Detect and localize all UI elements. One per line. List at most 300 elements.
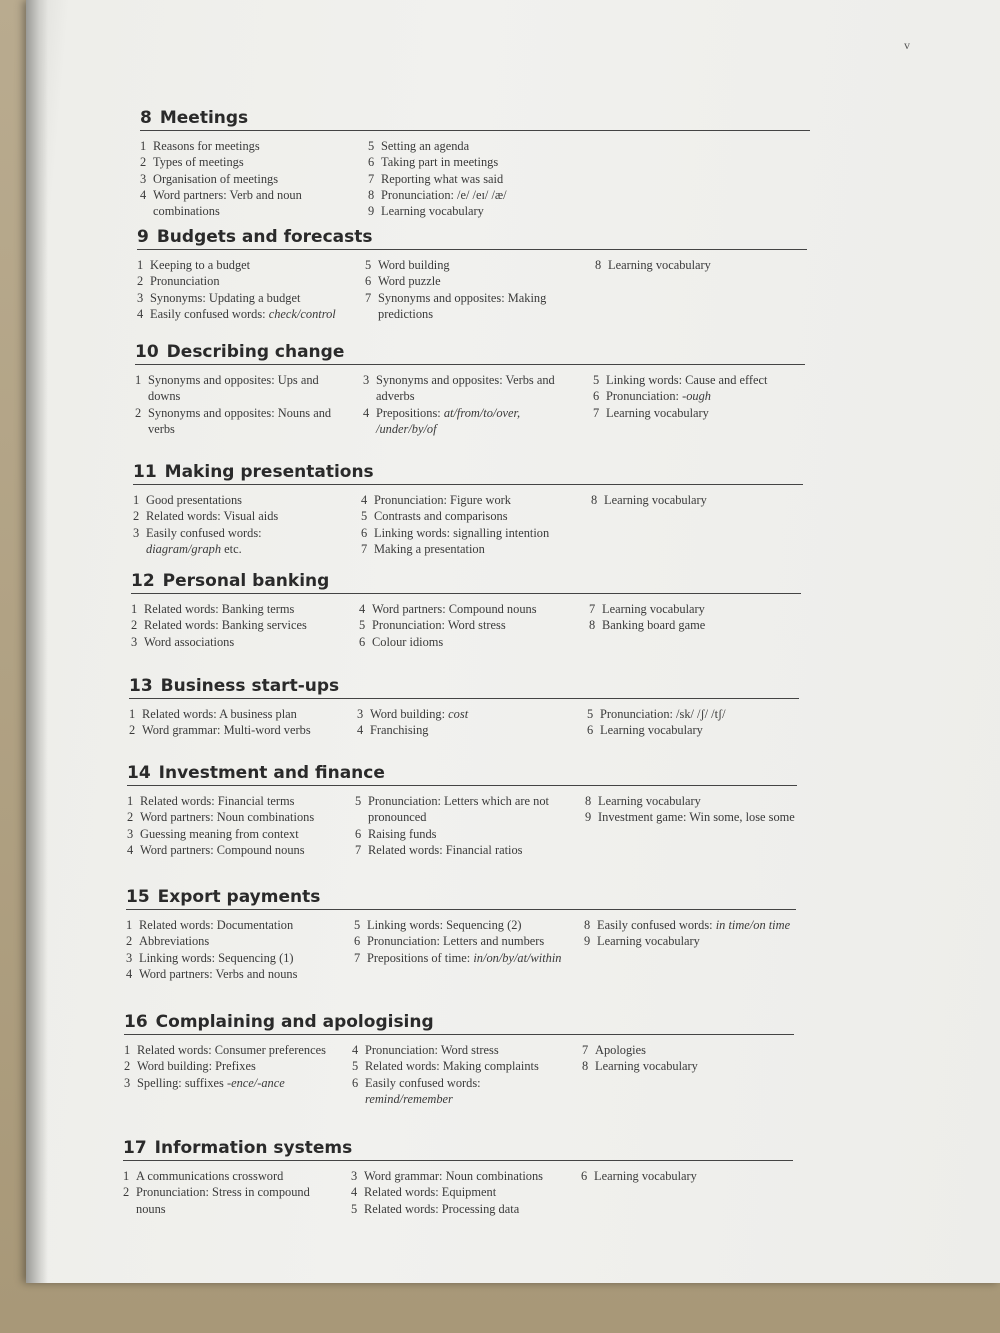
item-number: 8 xyxy=(585,794,592,808)
item-number: 3 xyxy=(127,826,134,841)
section-number: 13 xyxy=(129,676,153,696)
item-column xyxy=(589,601,819,634)
list-item xyxy=(351,1184,566,1200)
list-item xyxy=(354,950,569,966)
list-item xyxy=(587,706,817,722)
section-heading xyxy=(133,462,803,485)
item-label: Colour idioms xyxy=(372,634,444,649)
list-item xyxy=(137,257,342,273)
list-item xyxy=(131,634,336,650)
section-heading xyxy=(140,108,810,131)
section-13 xyxy=(129,676,799,752)
item-column xyxy=(593,372,823,421)
item-text xyxy=(381,171,583,187)
item-number: 2 xyxy=(129,723,136,738)
item-label: Related words: Consumer preferences xyxy=(137,1043,326,1057)
page-number: v xyxy=(904,38,910,52)
item-label: Related words: A business plan xyxy=(142,707,297,721)
list-item xyxy=(368,171,583,187)
section-title: Personal banking xyxy=(162,571,330,591)
item-label: Learning vocabulary xyxy=(606,405,709,420)
list-item xyxy=(361,541,576,557)
section-title: Complaining and apologising xyxy=(155,1012,434,1032)
item-text xyxy=(368,842,570,858)
list-item xyxy=(593,372,823,388)
item-text xyxy=(140,842,332,858)
list-item xyxy=(127,842,332,858)
item-text xyxy=(374,541,576,557)
item-label: Pronunciation: Stress in compound nouns xyxy=(136,1185,310,1216)
item-column xyxy=(591,492,821,508)
list-item xyxy=(359,634,574,650)
section-heading xyxy=(131,571,801,594)
section-title: Budgets and forecasts xyxy=(156,227,373,247)
section-title: Business start-ups xyxy=(160,676,340,696)
item-text xyxy=(153,154,345,170)
item-number: 5 xyxy=(352,1059,359,1074)
list-item xyxy=(137,273,342,289)
list-item xyxy=(587,722,817,738)
item-label: Related words: Making complaints xyxy=(365,1059,539,1074)
item-number: 6 xyxy=(365,274,372,289)
item-label: Organisation of meetings xyxy=(153,171,279,186)
item-label: Raising funds xyxy=(368,826,437,841)
item-text xyxy=(381,187,583,203)
list-item xyxy=(365,257,580,273)
item-label: Making a presentation xyxy=(374,541,485,556)
item-number: 4 xyxy=(361,493,368,507)
list-item xyxy=(140,138,345,154)
item-text xyxy=(365,1075,567,1108)
item-number: 3 xyxy=(137,290,144,305)
item-number: 5 xyxy=(359,618,366,633)
item-text xyxy=(144,634,336,650)
list-item xyxy=(593,405,823,421)
list-item xyxy=(135,405,340,438)
item-column xyxy=(137,257,342,322)
item-label: Good presentations xyxy=(146,493,243,507)
list-item xyxy=(140,187,345,220)
item-label: Learning vocabulary xyxy=(604,493,707,507)
item-number: 8 xyxy=(582,1059,589,1074)
item-italic-term: in time/on time xyxy=(715,918,791,932)
item-text xyxy=(376,372,578,405)
item-text xyxy=(600,706,817,722)
list-item xyxy=(359,617,574,633)
section-heading xyxy=(137,227,807,250)
item-number: 9 xyxy=(584,934,591,949)
item-text xyxy=(376,405,578,438)
item-label: Setting an agenda xyxy=(381,139,470,153)
item-number: 1 xyxy=(123,1169,130,1183)
item-label: Word partners: Compound nouns xyxy=(372,602,537,616)
list-item xyxy=(124,1042,329,1058)
item-label: Learning vocabulary xyxy=(608,258,711,272)
section-title: Investment and finance xyxy=(158,763,385,783)
item-number: 8 xyxy=(595,258,602,272)
list-item xyxy=(131,617,336,633)
item-number: 2 xyxy=(140,155,147,170)
list-item xyxy=(137,306,342,322)
item-text xyxy=(146,508,338,524)
item-text xyxy=(598,809,815,825)
section-title: Making presentations xyxy=(164,462,374,482)
item-number: 3 xyxy=(131,634,138,649)
item-text xyxy=(146,525,338,558)
item-label: Pronunciation: /sk/ /ʃ/ /tʃ/ xyxy=(600,707,726,721)
item-number: 3 xyxy=(140,171,147,186)
item-text xyxy=(381,203,583,219)
item-label: Synonyms: Updating a budget xyxy=(150,290,301,305)
item-column xyxy=(352,1042,567,1107)
item-number: 2 xyxy=(124,1059,131,1074)
item-text xyxy=(374,492,576,508)
list-item xyxy=(352,1042,567,1058)
item-number: 1 xyxy=(124,1043,131,1057)
item-number: 5 xyxy=(354,918,361,932)
item-text xyxy=(598,793,815,809)
item-label: Pronunciation: Word stress xyxy=(365,1043,499,1057)
item-label: Reporting what was said xyxy=(381,171,504,186)
section-number: 14 xyxy=(127,763,151,783)
item-column xyxy=(123,1168,328,1217)
item-number: 8 xyxy=(584,918,591,932)
section-number: 8 xyxy=(140,108,152,128)
item-label: Banking board game xyxy=(602,618,706,633)
item-number: 1 xyxy=(135,373,142,387)
item-text xyxy=(139,917,331,933)
item-column xyxy=(361,492,576,557)
list-item xyxy=(368,187,583,203)
item-label: Pronunciation xyxy=(150,274,220,289)
section-heading xyxy=(127,763,797,786)
item-text xyxy=(367,950,569,966)
item-text xyxy=(372,617,574,633)
item-number: 5 xyxy=(365,258,372,272)
item-number: 3 xyxy=(126,950,133,965)
list-item xyxy=(582,1058,812,1074)
section-16 xyxy=(124,1012,794,1124)
item-italic-term: diagram/graph xyxy=(146,541,222,556)
list-item xyxy=(129,722,334,738)
item-text xyxy=(144,617,336,633)
item-text xyxy=(597,933,814,949)
section-11 xyxy=(133,462,803,562)
item-label: Prepositions of time: xyxy=(367,950,474,965)
item-column xyxy=(359,601,574,650)
item-column xyxy=(129,706,334,739)
item-number: 1 xyxy=(129,707,136,721)
item-number: 1 xyxy=(137,258,144,272)
item-label: Pronunciation: /e/ /eɪ/ /æ/ xyxy=(381,187,507,202)
item-text xyxy=(140,826,332,842)
item-italic-term: at/from/to/over, /under/by/of xyxy=(376,405,521,436)
item-number: 6 xyxy=(359,634,366,649)
section-title: Meetings xyxy=(159,108,249,128)
list-item xyxy=(357,706,572,722)
item-number: 7 xyxy=(593,405,600,420)
item-text xyxy=(137,1058,329,1074)
item-label: Synonyms and opposites: Nouns and verbs xyxy=(148,405,332,436)
list-item xyxy=(131,601,336,617)
list-item xyxy=(357,722,572,738)
item-number: 6 xyxy=(354,934,361,949)
item-number: 1 xyxy=(140,139,147,153)
list-item xyxy=(365,290,580,323)
item-text xyxy=(595,1042,812,1058)
item-italic-term: in/on/by/at/within xyxy=(473,950,562,965)
item-label: Prepositions: xyxy=(376,405,444,420)
item-text xyxy=(148,372,340,405)
item-label: Synonyms and opposites: Verbs and adverbs xyxy=(376,373,555,404)
item-number: 3 xyxy=(363,373,370,387)
item-label: Word partners: Verb and noun combinations xyxy=(153,187,302,219)
item-number: 5 xyxy=(593,373,600,387)
item-number: 2 xyxy=(135,405,142,420)
item-text xyxy=(140,809,332,825)
item-column xyxy=(582,1042,812,1075)
section-number: 11 xyxy=(133,462,157,482)
section-number: 17 xyxy=(123,1138,147,1158)
list-item xyxy=(361,492,576,508)
item-column xyxy=(126,917,331,982)
item-text xyxy=(602,601,819,617)
item-label: Pronunciation: xyxy=(606,389,683,404)
item-text xyxy=(367,933,569,949)
list-item xyxy=(593,388,823,404)
item-number: 6 xyxy=(368,155,375,170)
item-label: Guessing meaning from context xyxy=(140,826,299,841)
item-text xyxy=(365,1042,567,1058)
item-label: Learning vocabulary xyxy=(597,934,700,949)
item-label: Easily confused words: xyxy=(146,525,262,540)
item-label: Learning vocabulary xyxy=(602,602,705,616)
item-label: Linking words: Sequencing (2) xyxy=(367,918,522,932)
list-item xyxy=(361,508,576,524)
list-item xyxy=(368,154,583,170)
item-italic-term: check/control xyxy=(268,306,336,321)
item-column xyxy=(357,706,572,739)
item-label: Word puzzle xyxy=(378,274,441,289)
item-column xyxy=(584,917,814,950)
item-label: Related words: Processing data xyxy=(364,1201,520,1216)
section-items xyxy=(131,601,801,661)
section-items xyxy=(133,492,803,562)
item-label: Synonyms and opposites: Making predictions xyxy=(378,290,547,321)
item-italic-term: -ence/-ance xyxy=(226,1075,285,1090)
item-label: Word grammar: Noun combinations xyxy=(364,1169,543,1183)
item-text xyxy=(146,492,338,508)
list-item xyxy=(363,405,578,438)
item-text xyxy=(378,290,580,323)
item-number: 3 xyxy=(357,707,364,721)
item-label: Related words: Banking services xyxy=(144,618,307,633)
item-text xyxy=(368,793,570,826)
list-item xyxy=(354,917,569,933)
list-item xyxy=(589,601,819,617)
list-item xyxy=(127,826,332,842)
item-number: 5 xyxy=(361,509,368,524)
item-label: A communications crossword xyxy=(136,1169,284,1183)
list-item xyxy=(126,933,331,949)
item-text xyxy=(364,1201,566,1217)
item-label: Pronunciation: Word stress xyxy=(372,618,506,633)
item-text xyxy=(153,171,345,187)
section-items xyxy=(127,793,797,873)
item-number: 3 xyxy=(351,1169,358,1183)
item-label: Word grammar: Multi-word verbs xyxy=(142,723,311,738)
item-number: 4 xyxy=(351,1185,358,1200)
section-10 xyxy=(135,342,805,452)
list-item xyxy=(123,1184,328,1217)
item-number: 5 xyxy=(351,1201,358,1216)
item-number: 4 xyxy=(363,405,370,420)
item-number: 6 xyxy=(352,1075,359,1090)
item-text xyxy=(136,1168,328,1184)
section-heading xyxy=(123,1138,793,1161)
section-items xyxy=(123,1168,793,1228)
item-text xyxy=(597,917,814,933)
item-text xyxy=(374,508,576,524)
list-item xyxy=(363,372,578,405)
item-column xyxy=(131,601,336,650)
list-item xyxy=(359,601,574,617)
item-text xyxy=(144,601,336,617)
item-number: 1 xyxy=(133,493,140,507)
item-label: Related words: Equipment xyxy=(364,1185,497,1200)
item-text xyxy=(368,826,570,842)
list-item xyxy=(368,203,583,219)
item-column xyxy=(365,257,580,322)
item-label: Types of meetings xyxy=(153,155,244,170)
section-items xyxy=(135,372,805,452)
section-items xyxy=(129,706,799,752)
section-12 xyxy=(131,571,801,661)
list-item xyxy=(124,1075,329,1091)
item-label: Apologies xyxy=(595,1043,646,1057)
item-text xyxy=(602,617,819,633)
item-italic-term: -ough xyxy=(682,389,711,404)
item-text xyxy=(367,917,569,933)
item-label: Learning vocabulary xyxy=(381,204,484,219)
item-text xyxy=(370,722,572,738)
item-label: Word building: xyxy=(370,707,449,721)
item-column xyxy=(355,793,570,858)
item-label: Easily confused words: xyxy=(597,918,716,932)
list-item xyxy=(352,1075,567,1108)
list-item xyxy=(595,257,825,273)
item-text xyxy=(364,1168,566,1184)
item-text xyxy=(148,405,340,438)
item-label: Word partners: Noun combinations xyxy=(140,810,315,825)
item-number: 6 xyxy=(355,826,362,841)
item-number: 5 xyxy=(355,794,362,808)
item-text xyxy=(600,722,817,738)
item-text xyxy=(374,525,576,541)
list-item xyxy=(127,793,332,809)
item-label: Franchising xyxy=(370,723,429,738)
list-item xyxy=(123,1168,328,1184)
item-text xyxy=(153,138,345,154)
item-label: Linking words: signalling intention xyxy=(374,525,550,540)
item-column xyxy=(368,138,583,219)
item-number: 2 xyxy=(133,509,140,524)
item-column xyxy=(127,793,332,858)
item-number: 1 xyxy=(127,794,134,808)
section-heading xyxy=(126,887,796,910)
item-label: Related words: Banking terms xyxy=(144,602,295,616)
item-number: 4 xyxy=(127,842,134,857)
item-text xyxy=(365,1058,567,1074)
list-item xyxy=(140,154,345,170)
list-item xyxy=(581,1168,811,1184)
item-label: Word partners: Compound nouns xyxy=(140,842,305,857)
section-number: 10 xyxy=(135,342,159,362)
item-column xyxy=(585,793,815,826)
list-item xyxy=(584,917,814,933)
list-item xyxy=(126,966,331,982)
item-label: Easily confused words: xyxy=(365,1075,481,1090)
item-text xyxy=(364,1184,566,1200)
section-number: 9 xyxy=(137,227,149,247)
item-text xyxy=(378,257,580,273)
item-label: Learning vocabulary xyxy=(595,1059,698,1074)
item-number: 4 xyxy=(140,187,147,202)
section-items xyxy=(124,1042,794,1124)
item-column xyxy=(581,1168,811,1184)
item-text xyxy=(370,706,572,722)
item-label: Reasons for meetings xyxy=(153,139,260,153)
item-number: 5 xyxy=(587,707,594,721)
item-number: 2 xyxy=(127,810,134,825)
item-text xyxy=(608,257,825,273)
list-item xyxy=(133,492,338,508)
item-text xyxy=(604,492,821,508)
item-text xyxy=(139,933,331,949)
item-label: Spelling: suffixes xyxy=(137,1075,227,1090)
item-text xyxy=(606,372,823,388)
list-item xyxy=(127,809,332,825)
section-title: Export payments xyxy=(157,887,321,907)
item-text xyxy=(606,388,823,404)
list-item xyxy=(129,706,334,722)
section-heading xyxy=(135,342,805,365)
list-item xyxy=(137,290,342,306)
item-label: Pronunciation: Letters which are not pronounced xyxy=(368,794,549,825)
item-column xyxy=(140,138,345,219)
item-label: Word partners: Verbs and nouns xyxy=(139,966,298,981)
item-label: Easily confused words: xyxy=(150,306,269,321)
item-label: Learning vocabulary xyxy=(594,1169,697,1183)
list-item xyxy=(585,809,815,825)
item-label: Synonyms and opposites: Ups and downs xyxy=(148,373,319,404)
list-item xyxy=(584,933,814,949)
section-items xyxy=(137,257,807,327)
item-label: Pronunciation: Figure work xyxy=(374,493,511,507)
list-item xyxy=(365,273,580,289)
item-text xyxy=(139,966,331,982)
item-number: 7 xyxy=(361,541,368,556)
item-text xyxy=(136,1184,328,1217)
item-label: Pronunciation: Letters and numbers xyxy=(367,934,545,949)
section-17 xyxy=(123,1138,793,1228)
item-number: 7 xyxy=(582,1043,589,1057)
list-item xyxy=(352,1058,567,1074)
item-label: Word building xyxy=(378,258,450,272)
list-item xyxy=(589,617,819,633)
section-title: Information systems xyxy=(154,1138,353,1158)
item-italic-term: cost xyxy=(448,707,469,721)
